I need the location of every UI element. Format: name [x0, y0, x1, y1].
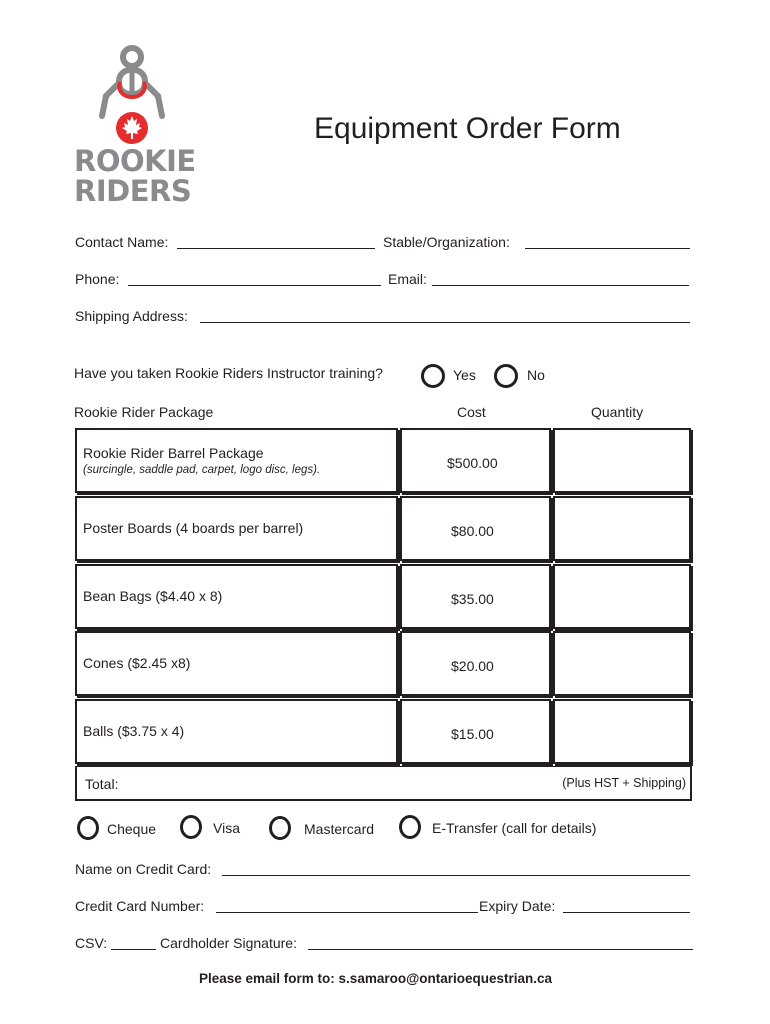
cost-value: $15.00	[451, 726, 494, 742]
cost-cell	[400, 564, 551, 629]
payment-cheque-radio[interactable]	[77, 816, 99, 840]
package-name: Bean Bags ($4.40 x 8)	[83, 588, 223, 604]
card-name-label: Name on Credit Card:	[75, 861, 212, 877]
signature-label: Cardholder Signature:	[160, 935, 297, 951]
csv-label: CSV:	[75, 935, 108, 951]
cost-cell	[400, 631, 551, 696]
logo-text-rookie: ROOKIE	[74, 144, 196, 178]
col-header-package: Rookie Rider Package	[74, 404, 214, 420]
cost-value: $35.00	[451, 591, 494, 607]
total-label: Total:	[85, 776, 119, 792]
col-header-quantity: Quantity	[591, 404, 644, 420]
training-no-radio[interactable]	[494, 364, 518, 388]
card-number-label: Credit Card Number:	[75, 898, 205, 914]
cost-cell	[400, 496, 551, 561]
phone-label: Phone:	[75, 271, 120, 287]
package-name: Rookie Rider Barrel Package	[83, 445, 264, 461]
total-row	[75, 766, 692, 801]
stable-field[interactable]	[525, 248, 690, 249]
quantity-input[interactable]	[553, 564, 691, 629]
email-label: Email:	[388, 271, 427, 287]
csv-field[interactable]	[111, 949, 156, 950]
shipping-address-field[interactable]	[200, 322, 690, 323]
training-yes-radio[interactable]	[421, 364, 445, 388]
cost-cell	[400, 428, 551, 493]
cost-value: $20.00	[451, 658, 494, 674]
card-name-field[interactable]	[222, 875, 690, 876]
rookie-riders-logo	[74, 44, 198, 209]
total-note: (Plus HST + Shipping)	[562, 776, 686, 790]
payment-visa-radio[interactable]	[180, 815, 202, 839]
stable-label: Stable/Organization:	[383, 234, 510, 250]
table-row-package	[75, 496, 398, 561]
payment-etransfer-radio[interactable]	[399, 815, 421, 839]
phone-field[interactable]	[128, 285, 381, 286]
payment-mastercard-label: Mastercard	[304, 821, 375, 837]
payment-visa-label: Visa	[213, 820, 240, 836]
payment-etransfer-label: E-Transfer (call for details)	[432, 820, 597, 836]
package-name: Balls ($3.75 x 4)	[83, 723, 185, 739]
quantity-input[interactable]	[553, 428, 691, 493]
package-description: (surcingle, saddle pad, carpet, logo disc, legs).	[83, 464, 321, 476]
contact-name-label: Contact Name:	[75, 234, 169, 250]
page-title: Equipment Order Form	[314, 112, 621, 145]
expiry-label: Expiry Date:	[479, 898, 556, 914]
package-name: Cones ($2.45 x8)	[83, 655, 191, 671]
email-field[interactable]	[432, 285, 689, 286]
training-question: Have you taken Rookie Riders Instructor training?	[74, 365, 383, 381]
table-row-package	[75, 699, 398, 764]
package-name: Poster Boards (4 boards per barrel)	[83, 520, 304, 536]
cost-value: $80.00	[451, 523, 494, 539]
signature-field[interactable]	[308, 949, 693, 950]
table-row-package	[75, 428, 398, 493]
email-instructions: Please email form to: s.samaroo@ontarioequestrian.ca	[199, 971, 553, 986]
table-row-package	[75, 631, 398, 696]
shipping-address-label: Shipping Address:	[75, 308, 188, 324]
rider-maple-leaf-icon	[74, 44, 198, 144]
expiry-field[interactable]	[563, 912, 690, 913]
table-row-package	[75, 564, 398, 629]
quantity-input[interactable]	[553, 496, 691, 561]
training-yes-label: Yes	[453, 367, 476, 383]
col-header-cost: Cost	[457, 404, 486, 420]
payment-cheque-label: Cheque	[107, 821, 157, 837]
payment-mastercard-radio[interactable]	[269, 816, 291, 840]
logo-text-riders: RIDERS	[74, 174, 192, 208]
quantity-input[interactable]	[553, 631, 691, 696]
card-number-field[interactable]	[216, 912, 478, 913]
quantity-input[interactable]	[553, 699, 691, 764]
contact-name-field[interactable]	[177, 248, 375, 249]
cost-cell	[400, 699, 551, 764]
training-no-label: No	[527, 367, 545, 383]
cost-value: $500.00	[447, 455, 498, 471]
